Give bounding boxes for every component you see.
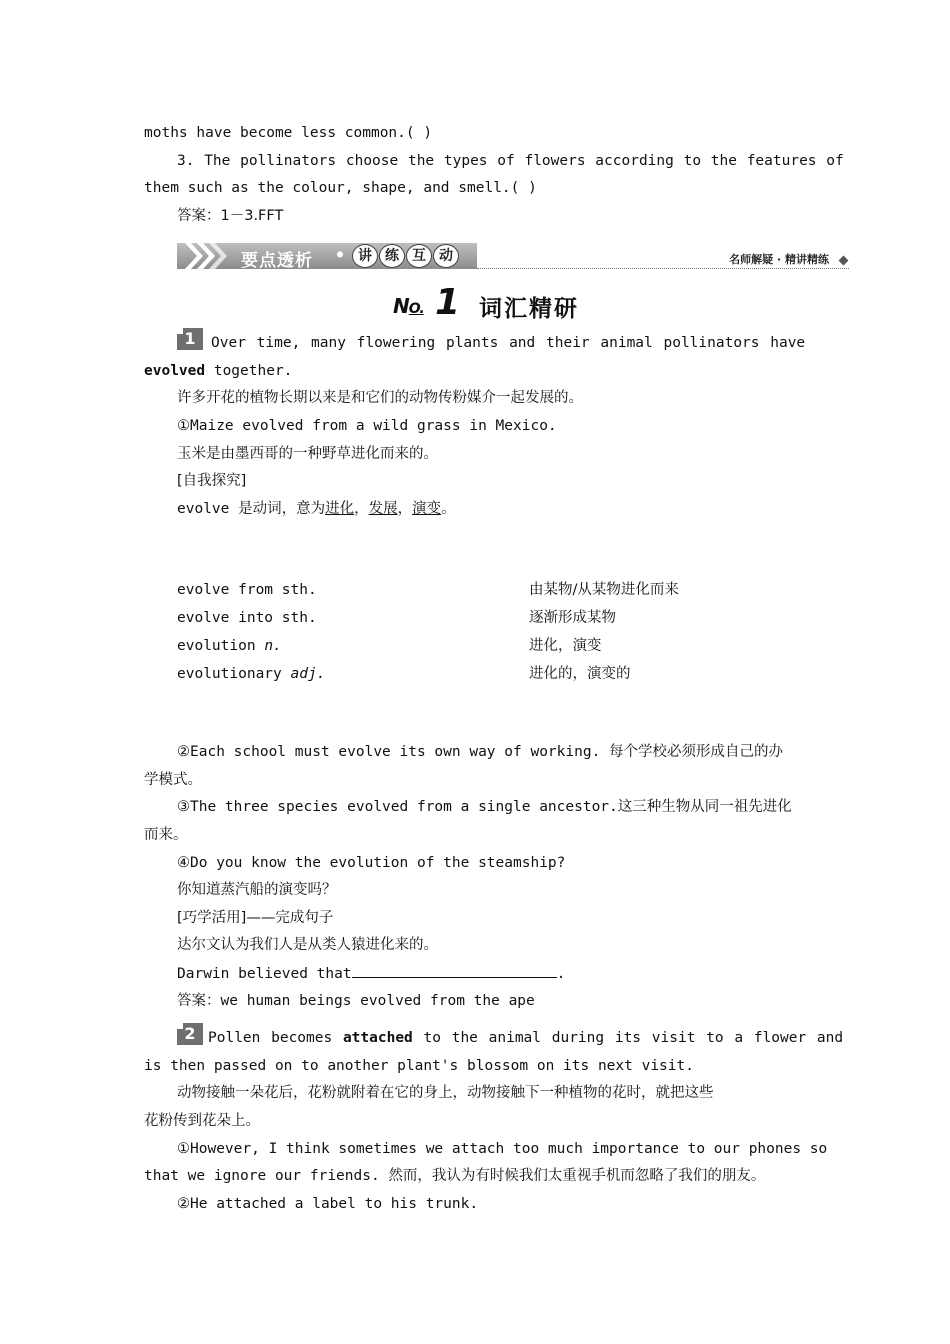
banner-circle: 讲 bbox=[352, 244, 378, 268]
example: ①However, I think sometimes we attach too much importance to our phones so bbox=[177, 1141, 828, 1157]
table-row-cn: 进化，演变 bbox=[529, 638, 602, 654]
explore-text: evolve 是动词，意为进化，发展，演变。 bbox=[177, 501, 456, 517]
example: ③The three species evolved from a single ancestor.这三种生物从同一祖先进化 bbox=[177, 799, 792, 815]
example: 而来。 bbox=[144, 827, 188, 843]
item-badge: 2 bbox=[177, 1023, 203, 1045]
diamond-icon bbox=[839, 256, 849, 266]
table-row-cn: 由某物/从某物进化而来 bbox=[529, 582, 679, 598]
table-row-en: evolution n. bbox=[177, 638, 282, 654]
text-line: Pollen becomes attached to the animal during its visit to a flower and bbox=[208, 1030, 844, 1046]
translation: 你知道蒸汽船的演变吗？ bbox=[177, 882, 337, 898]
banner-circle: 练 bbox=[379, 244, 405, 268]
heading-no: NO. bbox=[393, 294, 424, 318]
text-line: 3. The pollinators choose the types of flowers according to the features of bbox=[177, 153, 844, 169]
translation: 花粉传到花朵上。 bbox=[144, 1113, 260, 1129]
table-row-en: evolve into sth. bbox=[177, 610, 317, 626]
text-line: Over time, many flowering plants and their animal pollinators have bbox=[211, 335, 806, 351]
banner-circles bbox=[352, 244, 459, 268]
text-line: evolved together. bbox=[144, 363, 293, 379]
answer-blank bbox=[352, 963, 557, 978]
example: ②He attached a label to his trunk. bbox=[177, 1196, 479, 1212]
banner-dot: ● bbox=[337, 249, 344, 260]
example: that we ignore our friends. 然而，我认为有时候我们太重视手机而忽略了我们的朋友。 bbox=[144, 1168, 766, 1184]
practice-label: [巧学活用]——完成句子 bbox=[177, 910, 334, 926]
practice-blank-line: Darwin believed that . bbox=[177, 963, 565, 984]
heading-number: 1 bbox=[435, 282, 461, 323]
chevron-icon bbox=[183, 243, 233, 269]
translation: 玉米是由墨西哥的一种野草进化而来的。 bbox=[177, 446, 438, 462]
translation: 动物接触一朵花后，花粉就附着在它的身上，动物接触下一种植物的花时，就把这些 bbox=[177, 1085, 714, 1101]
heading-title: 词汇精研 bbox=[479, 296, 579, 322]
text-line: moths have become less common.( ) bbox=[144, 125, 433, 141]
text-line: is then passed on to another plant's blossom on its next visit. bbox=[144, 1058, 694, 1074]
key-word: attached bbox=[342, 1030, 413, 1046]
practice-sentence: 达尔文认为我们人是从类人猿进化来的。 bbox=[177, 937, 438, 953]
banner-circle: 互 bbox=[406, 244, 432, 268]
section-banner bbox=[177, 241, 849, 271]
explore-label: [自我探究] bbox=[177, 473, 247, 489]
example: 学模式。 bbox=[144, 772, 202, 788]
banner-circle: 动 bbox=[433, 244, 459, 268]
banner-rule bbox=[477, 268, 849, 269]
banner-subtitle: 名师解疑 · 精讲精练 bbox=[729, 253, 829, 266]
item-badge: 1 bbox=[177, 328, 203, 350]
key-word: evolved bbox=[144, 363, 206, 379]
table-row-cn: 进化的，演变的 bbox=[529, 666, 631, 682]
answer-line: 答案：we human beings evolved from the ape bbox=[177, 993, 535, 1009]
table-row-en: evolve from sth. bbox=[177, 582, 317, 598]
answer-line: 答案：1－3.FFT bbox=[177, 208, 284, 224]
translation: 许多开花的植物长期以来是和它们的动物传粉媒介一起发展的。 bbox=[177, 390, 583, 406]
text-line: them such as the colour, shape, and smell.( ) bbox=[144, 180, 537, 196]
example: ①Maize evolved from a wild grass in Mexico. bbox=[177, 418, 557, 434]
example: ②Each school must evolve its own way of working. 每个学校必须形成自己的办 bbox=[177, 744, 784, 760]
banner-title: 要点透析 bbox=[241, 251, 313, 271]
example: ④Do you know the evolution of the steamship? bbox=[177, 855, 566, 871]
table-row-cn: 逐渐形成某物 bbox=[529, 610, 616, 626]
table-row-en: evolutionary adj. bbox=[177, 666, 326, 682]
